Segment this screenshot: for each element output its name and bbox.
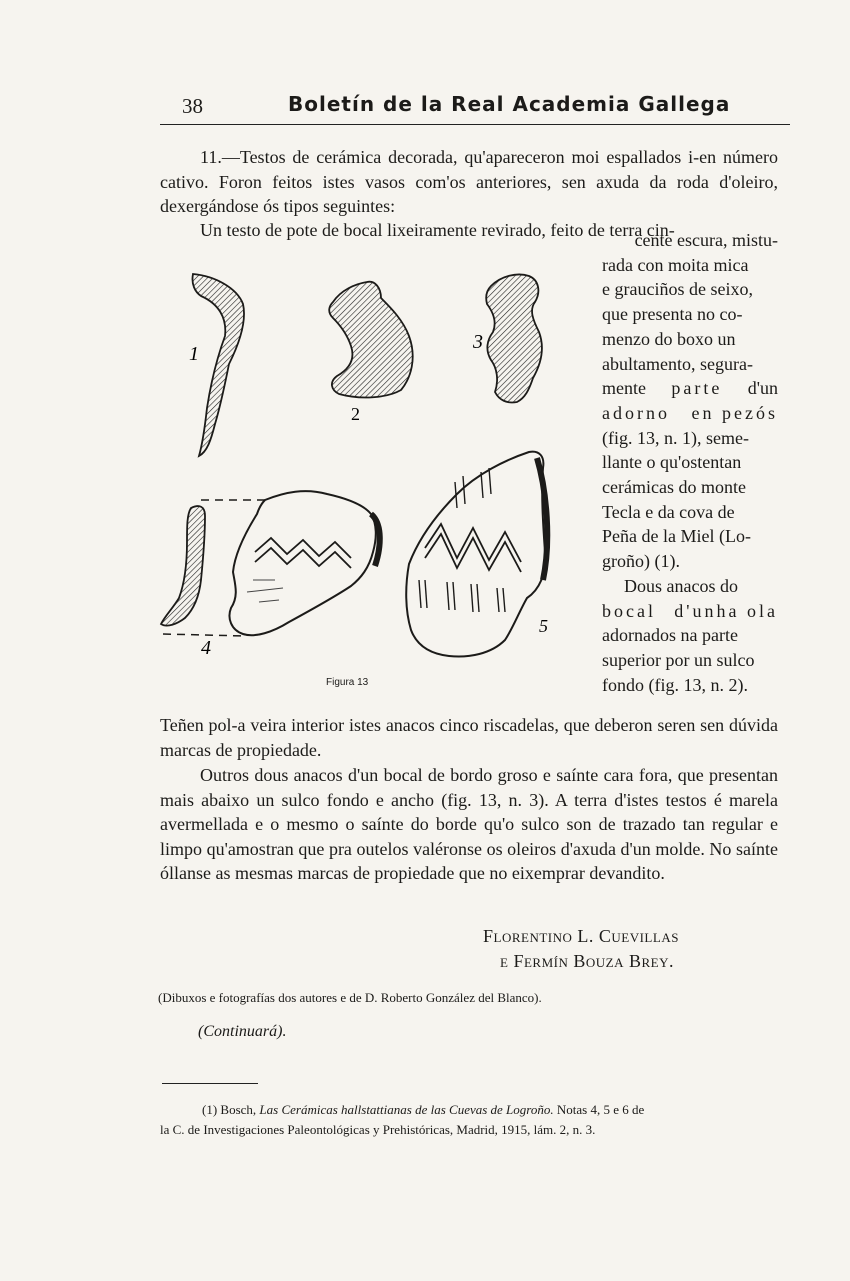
illustration-credits: (Dibuxos e fotografías dos autores e de D. Roberto González del Blanco). — [158, 990, 542, 1005]
figure-caption: Figura 13 — [326, 677, 369, 688]
sherd-4-profile — [161, 506, 205, 626]
sherd-1-profile — [192, 274, 244, 456]
figure-label-1: 1 — [189, 343, 199, 365]
side-word-spaced: parte — [671, 378, 723, 399]
side-line-spaced — [602, 401, 778, 426]
side-line: cerámicas do monte — [602, 477, 746, 498]
side-line: rada con moita mica — [602, 254, 749, 275]
footnote-rule — [162, 1083, 258, 1084]
side-line: fondo (fig. 13, n. 2). — [602, 674, 748, 695]
side-line: Dous anacos do — [624, 575, 738, 596]
side-line: Tecla e da cova de — [602, 501, 735, 522]
side-word: d'un — [747, 378, 778, 399]
paragraph-testos: 11.—Testos de cerámica decorada, qu'apareceron moi espallados i-en número cativo. Foron feitos istes vasos com'os anteriores, sen axuda da roda d'oleiro, dexergándose ós tipos seguintes: — [160, 147, 778, 216]
figure-label-3: 3 — [473, 331, 483, 353]
side-line: e grauciños de seixo, — [602, 279, 753, 300]
side-line: menzo do boxo un — [602, 328, 736, 349]
sherd-2-profile — [329, 282, 412, 398]
side-line: Peña de la Miel (Lo- — [602, 526, 751, 547]
footnote-title: Las Cerámicas hallstattianas de las Cuevas de Logroño. — [259, 1102, 554, 1117]
sherd-4-surface-marks — [247, 580, 283, 602]
figure-label-4: 4 — [201, 637, 211, 659]
running-header — [160, 92, 790, 125]
running-title: Boletín de la Real Academia Gallega — [288, 92, 731, 116]
sherd-5-zigzag-decoration — [425, 524, 521, 572]
side-line: llante o qu'ostentan — [602, 452, 742, 473]
paragraph-testo-pote-start: Un testo de pote de bocal lixeiramente revirado, feito de terra cin- — [200, 220, 675, 240]
sherd-4-fragment — [230, 491, 376, 635]
side-word-spaced: bocal — [602, 600, 656, 621]
side-word-spaced: d'unha ola — [674, 600, 778, 621]
side-line: que presenta no co- — [602, 304, 743, 325]
paragraph-riscadelas: Teñen pol-a veira interior istes anacos cinco riscadelas, que deberon seren sen dúvida marcas de propiedade. — [160, 715, 778, 760]
side-word-spaced: adorno — [602, 402, 670, 423]
side-line: abultamento, segura- — [602, 353, 753, 374]
footnote-rest-1: Notas 4, 5 e 6 de — [556, 1102, 645, 1117]
side-column-text — [602, 228, 778, 697]
continued-note: (Continuará). — [198, 1023, 287, 1040]
side-line: cente escura, mistu- — [634, 230, 778, 250]
sherd-4-zigzag-decoration — [255, 538, 351, 568]
side-line: groño) (1). — [602, 551, 680, 572]
figure-label-2: 2 — [351, 404, 360, 424]
side-line-spaced — [602, 599, 778, 624]
figure-13-pottery-sherds — [155, 262, 595, 702]
author-line-2: e Fermín Bouza Brey. — [500, 951, 674, 971]
side-line: superior por un sulco — [602, 649, 755, 670]
footnote-marker: (1) — [202, 1102, 218, 1117]
footnote — [160, 1100, 780, 1140]
footnote-author: Bosch, — [220, 1102, 257, 1117]
author-line-1: Florentino L. Cuevillas — [483, 926, 679, 946]
side-line: (fig. 13, n. 1), seme- — [602, 427, 749, 448]
sherd-3-profile — [486, 274, 542, 402]
paragraph-outros-anacos: Outros dous anacos d'un bocal de bordo groso e saínte cara fora, que presentan mais abaixo un sulco fondo e ancho (fig. 13, n. 3). A terra d'istes testos é marela avermellada e o mesmo o saínte do borde qu'o sulco son de trazado tan regular e limpo qu'amostran que pra outelos valéronse os oleiros d'axuda d'un molde. No saínte óllanse as mesmas marcas de propiedade que no eixemprar devandito. — [160, 765, 778, 883]
side-word-spaced: en pezós — [691, 402, 778, 423]
side-line-spaced — [602, 376, 778, 401]
side-word: mente — [602, 378, 646, 399]
footnote-rest-2: la C. de Investigaciones Paleontológicas y Prehistóricas, Madrid, 1915, lám. 2, n. 3. — [160, 1122, 596, 1137]
page-number: 38 — [182, 94, 203, 118]
figure-label-5: 5 — [539, 616, 548, 636]
side-line: adornados na parte — [602, 625, 738, 646]
